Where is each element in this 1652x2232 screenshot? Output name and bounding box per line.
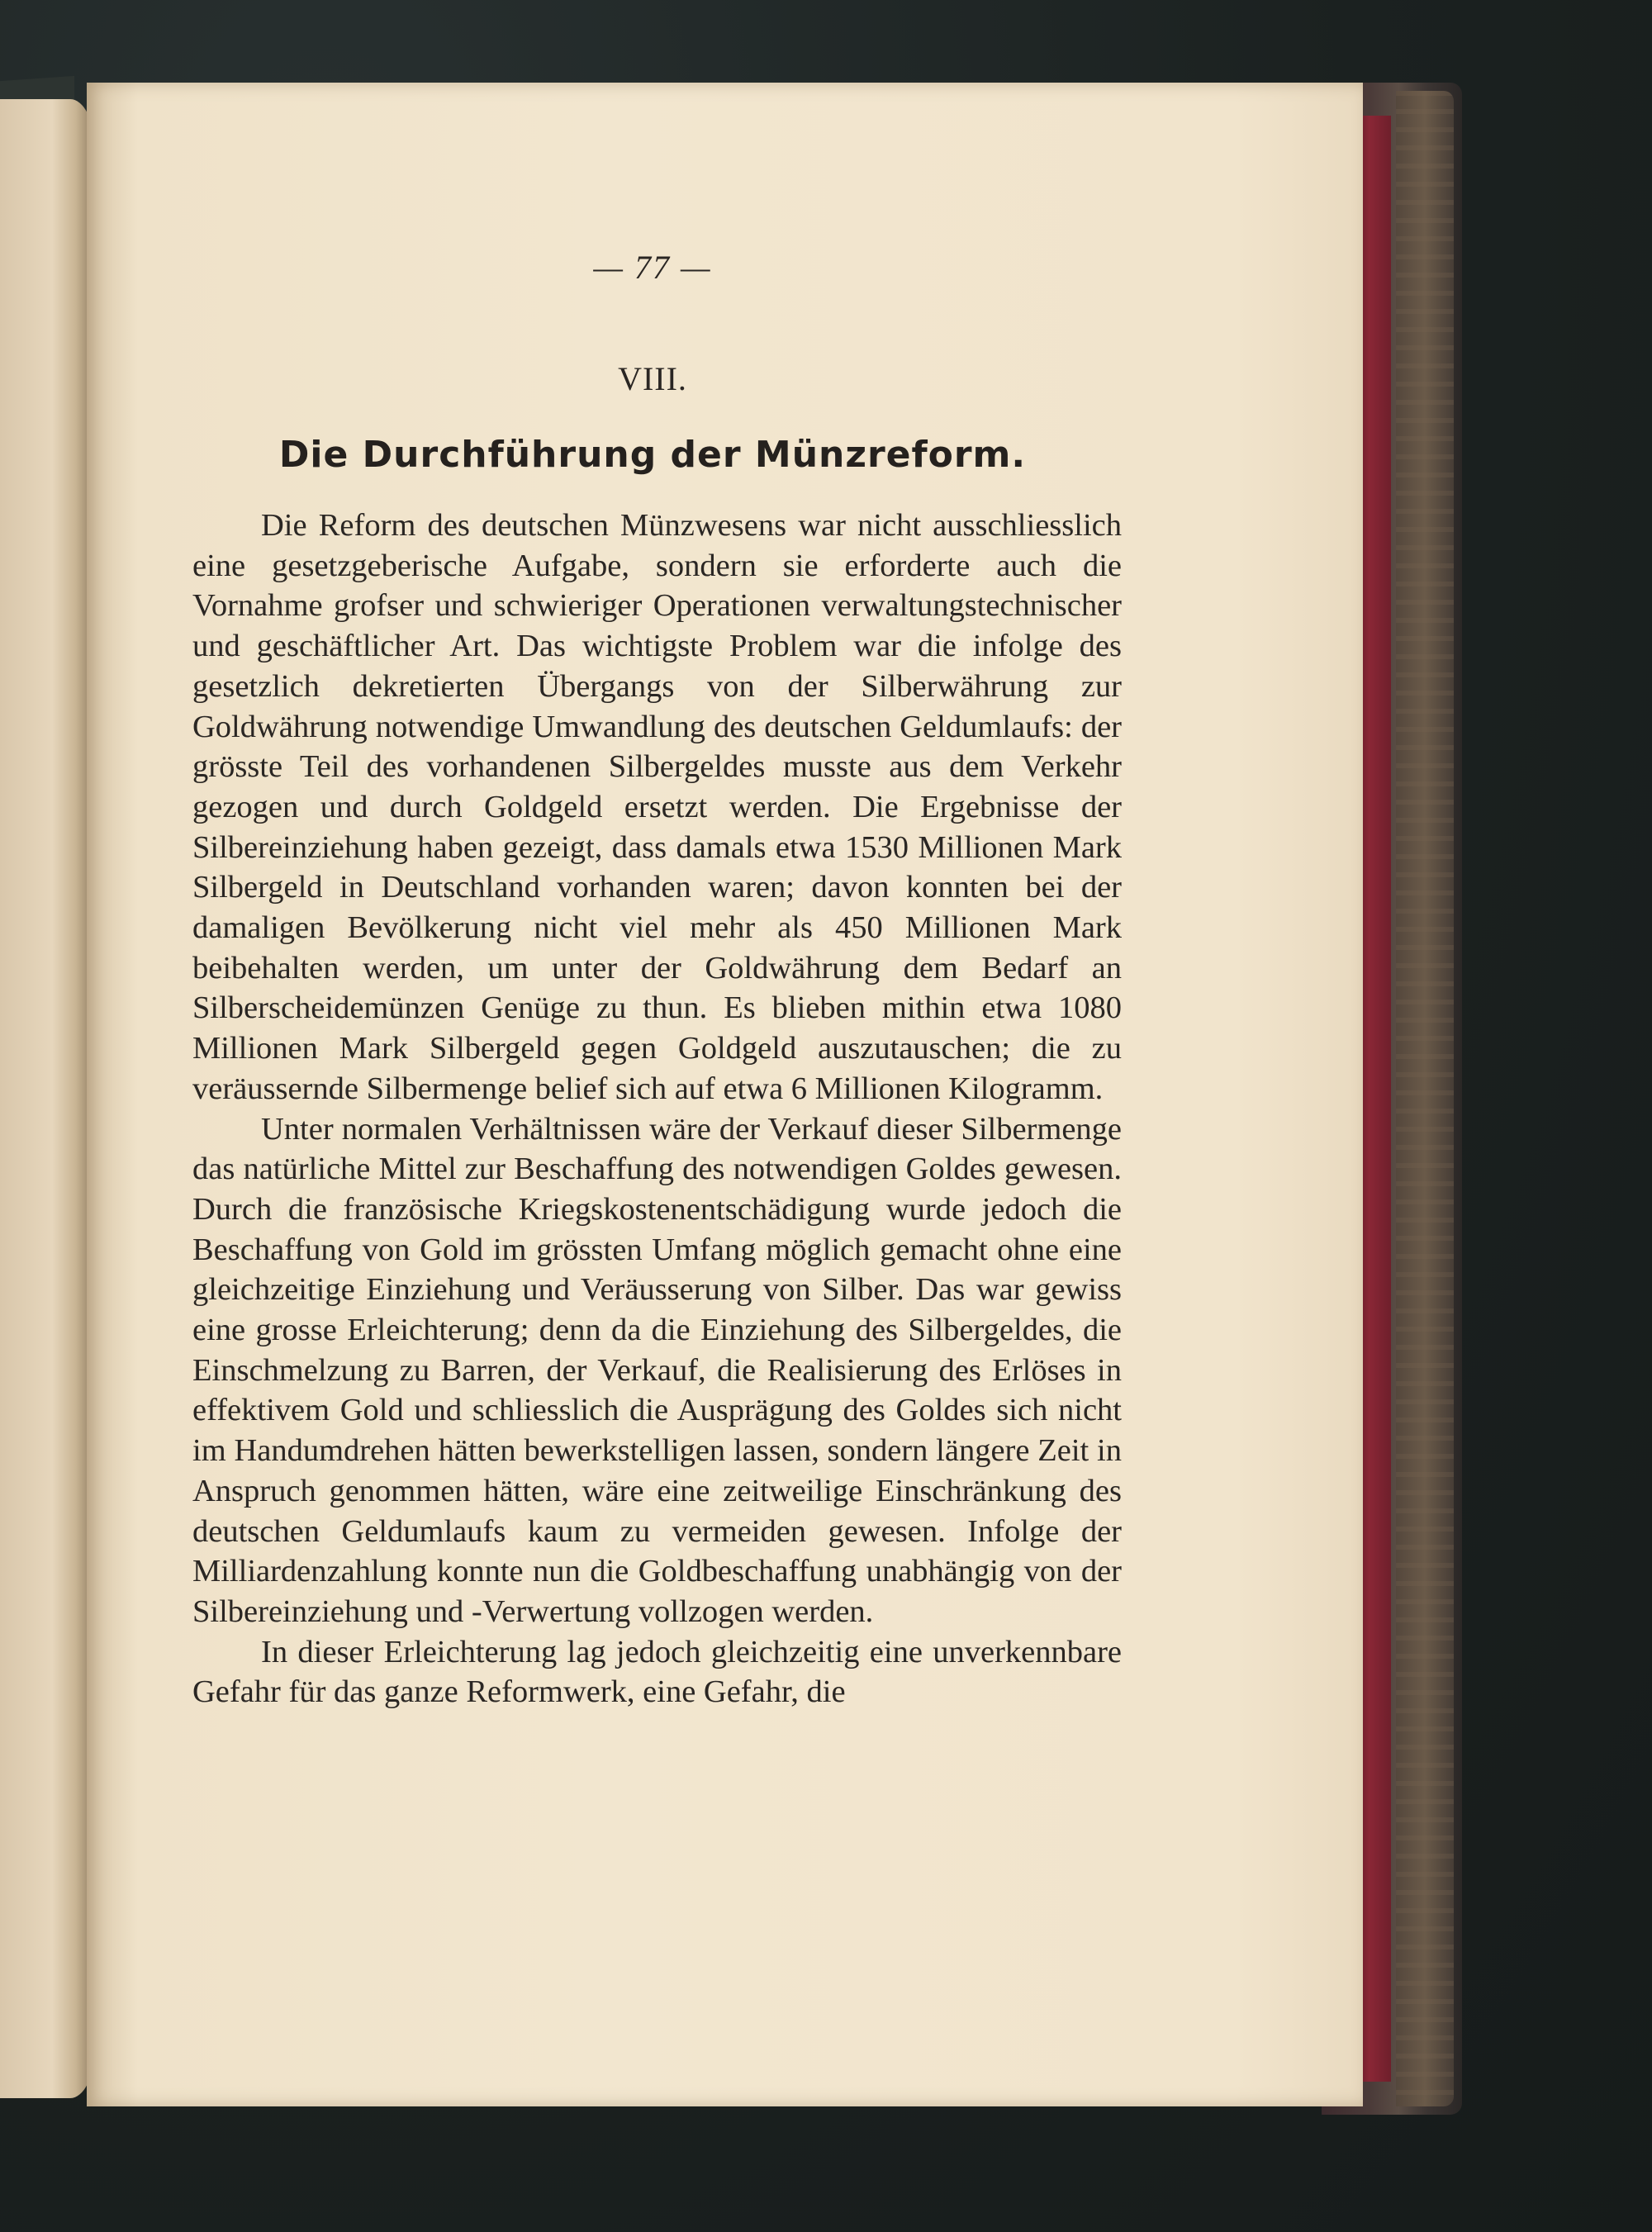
book-spine-texture bbox=[1396, 91, 1454, 2106]
chapter-number: VIII. bbox=[618, 360, 687, 397]
paragraph: Unter normalen Verhältnissen wäre der Verkauf dieser Silbermenge das natürliche Mittel zur Beschaffung des notwendigen Goldes gewesen. Durch die französische Kriegskostenentschädigung wurde jedoch die Beschaffung von Gold im grössten Umfang möglich gemacht ohne eine gleichzeitige Einziehung und Veräusserung von Silber. Das war gewiss eine grosse Erleichterung; denn da die Einziehung des Silbergeldes, die Einschmelzung zu Barren, der Verkauf, die Realisierung des Erlöses in effektivem Gold und schliesslich die Ausprägung des Goldes sich nicht im Handumdrehen hätten bewerkstelligen lassen, sondern längere Zeit in Anspruch genommen hätten, wäre eine zeitweilige Einschränkung des deutschen Geldumlaufs kaum zu vermeiden gewesen. Infolge der Milliardenzahlung konnte nun die Goldbeschaffung unabhängig von der Silbereinziehung und -Verwertung vollzogen werden. bbox=[192, 1111, 1122, 1629]
page-number: — 77 — bbox=[593, 249, 712, 286]
paragraph: In dieser Erleichterung lag jedoch gleichzeitig eine unverkennbare Gefahr für das ganze Reformwerk, eine Gefahr, die bbox=[192, 1634, 1122, 1710]
chapter-title: Die Durchführung der Münzreform. bbox=[278, 434, 1027, 476]
body-text bbox=[192, 506, 1122, 1712]
left-facing-page-edge bbox=[0, 99, 95, 2098]
paragraph: Die Reform des deutschen Münzwesens war nicht ausschliesslich eine gesetzgeberische Aufgabe, sondern sie erforderte auch die Vornahme grofser und schwieriger Operationen verwaltungstechnischer und geschäftlicher Art. Das wichtigste Problem war die infolge des gesetzlich dekretierten Übergangs von der Silberwährung zur Goldwährung notwendige Umwandlung des deutschen Geldumlaufs: der grösste Teil des vorhandenen Silbergeldes musste aus dem Verkehr gezogen und durch Goldgeld ersetzt werden. Die Ergebnisse der Silbereinziehung haben gezeigt, dass damals etwa 1530 Millionen Mark Silbergeld in Deutschland vorhanden waren; davon konnten bei der damaligen Bevölkerung nicht viel mehr als 450 Millionen Mark beibehalten werden, um unter der Goldwährung dem Bedarf an Silberscheidemünzen Genüge zu thun. Es blieben mithin etwa 1080 Millionen Mark Silbergeld gegen Goldgeld auszutauschen; die zu veräussernde Silbermenge belief sich auf etwa 6 Millionen Kilogramm. bbox=[192, 508, 1122, 1106]
